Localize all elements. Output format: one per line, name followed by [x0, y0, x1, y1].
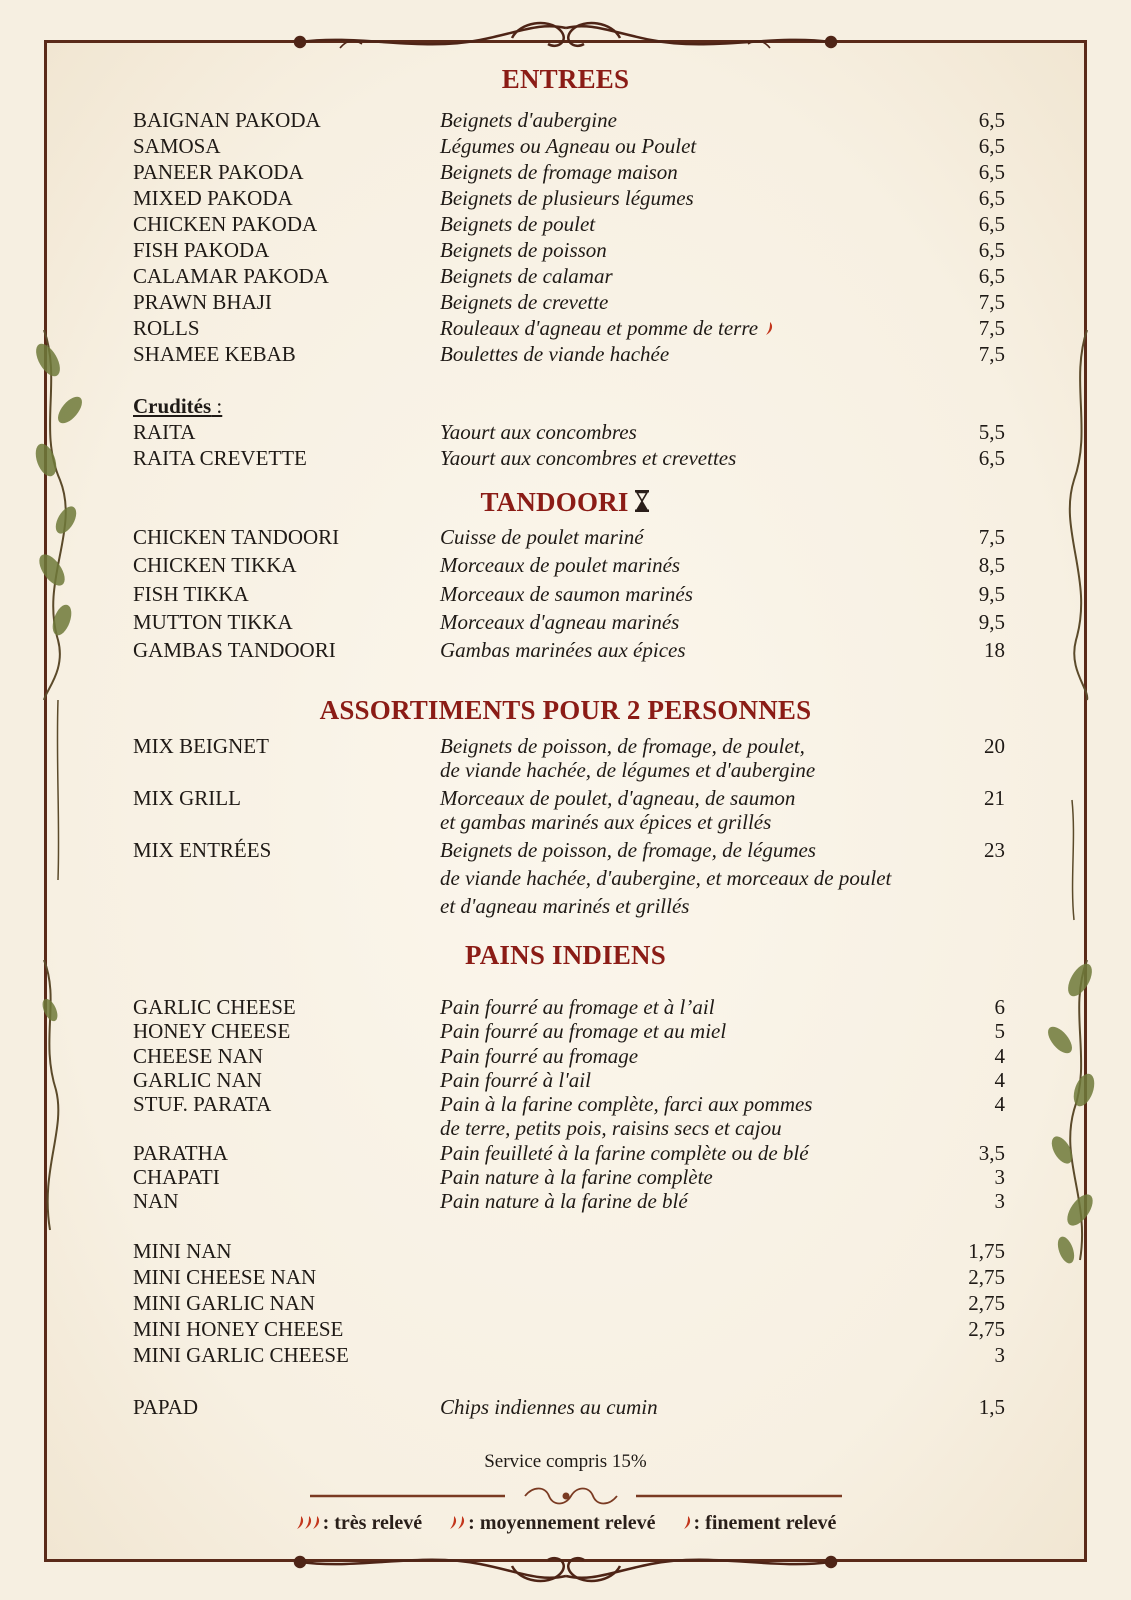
item-name: MIXED PAKODA — [133, 186, 293, 210]
service-note: Service compris 15% — [484, 1451, 647, 1472]
item-price: 2,75 — [968, 1317, 1005, 1341]
menu-item — [0, 1018, 1131, 1044]
spice-legend-item: : finement relevé — [682, 1512, 837, 1534]
item-name: BAIGNAN PAKODA — [133, 108, 321, 132]
item-price: 21 — [984, 786, 1005, 810]
item-price: 7,5 — [978, 316, 1005, 340]
menu-item — [0, 263, 1131, 289]
item-name: PRAWN BHAJI — [133, 290, 272, 314]
item-price: 9,5 — [978, 581, 1005, 606]
item-name: GARLIC NAN — [133, 1068, 262, 1092]
section-title: PAINS INDIENS — [465, 940, 666, 970]
menu-item — [0, 315, 1131, 341]
item-price: 5,5 — [978, 420, 1005, 444]
item-price: 2,75 — [968, 1265, 1005, 1289]
item-price: 6 — [994, 995, 1005, 1019]
menu-item — [0, 1043, 1131, 1069]
menu-item — [0, 1188, 1131, 1214]
item-name: MINI HONEY CHEESE — [133, 1317, 344, 1341]
chili-pepper-icon — [448, 1514, 468, 1530]
item-description: Beignets de plusieurs légumes — [440, 186, 694, 210]
item-name: MIX BEIGNET — [133, 734, 269, 758]
item-description: Beignets de poisson, de fromage, de poulet, — [440, 734, 805, 758]
menu-item — [0, 211, 1131, 237]
menu-item — [0, 159, 1131, 185]
menu-item — [0, 552, 1131, 578]
item-name: FISH TIKKA — [133, 581, 249, 606]
item-price: 6,5 — [978, 212, 1005, 236]
section-title: ASSORTIMENTS POUR 2 PERSONNES — [319, 695, 812, 725]
item-name: HONEY CHEESE — [133, 1019, 291, 1043]
menu-item — [0, 237, 1131, 263]
item-description: Pain nature à la farine de blé — [440, 1189, 688, 1213]
item-price: 6,5 — [978, 264, 1005, 288]
item-price: 7,5 — [978, 525, 1005, 549]
item-price: 6,5 — [978, 446, 1005, 470]
subsection-label: Crudités : — [133, 394, 223, 418]
item-price: 7,5 — [978, 290, 1005, 314]
item-price: 8,5 — [978, 553, 1005, 578]
item-name: MUTTON TIKKA — [133, 609, 293, 634]
item-name: GARLIC CHEESE — [133, 995, 296, 1019]
menu-item — [0, 1264, 1131, 1290]
menu-item — [0, 1140, 1131, 1166]
menu-item — [0, 994, 1131, 1020]
item-description: de viande hachée, de légumes et d'aubergine — [440, 758, 816, 782]
item-description: Pain à la farine complète, farci aux pommes — [440, 1092, 813, 1116]
item-name: PAPAD — [133, 1395, 198, 1419]
item-description: Beignets de poulet — [440, 212, 596, 236]
item-price: 20 — [984, 734, 1005, 758]
menu-item — [0, 133, 1131, 159]
item-name: ROLLS — [133, 316, 200, 340]
item-price: 6,5 — [978, 238, 1005, 262]
item-description: Rouleaux d'agneau et pomme de terre — [440, 315, 776, 341]
item-description: Beignets de poisson, de fromage, de légumes — [440, 838, 816, 862]
item-name: RAITA — [133, 420, 196, 444]
menu-item — [0, 419, 1131, 445]
item-price: 4 — [994, 1068, 1005, 1092]
item-name: SHAMEE KEBAB — [133, 342, 296, 366]
item-description: Morceaux d'agneau marinés — [440, 609, 680, 634]
item-price: 3 — [994, 1343, 1005, 1367]
item-price: 6,5 — [978, 134, 1005, 158]
spice-legend-item: : très relevé — [295, 1512, 423, 1534]
item-name: FISH PAKODA — [133, 238, 270, 262]
item-name: MINI NAN — [133, 1239, 232, 1263]
item-price: 6,5 — [978, 186, 1005, 210]
chili-pepper-icon — [682, 1514, 694, 1530]
menu-item — [0, 1091, 1131, 1140]
menu-item — [0, 609, 1131, 635]
chili-pepper-icon — [764, 320, 776, 336]
menu-item — [0, 1164, 1131, 1190]
item-description: Morceaux de saumon marinés — [440, 581, 693, 606]
item-price: 5 — [994, 1019, 1005, 1043]
item-name: CHICKEN TIKKA — [133, 553, 297, 578]
item-description: Pain fourré au fromage et au miel — [440, 1019, 727, 1043]
menu-item — [0, 1394, 1131, 1420]
item-name: MINI GARLIC NAN — [133, 1291, 315, 1315]
item-name: CHEESE NAN — [133, 1044, 264, 1068]
item-name: MINI GARLIC CHEESE — [133, 1343, 349, 1367]
menu-item — [0, 733, 1131, 782]
menu-item — [0, 837, 1131, 918]
item-description: Chips indiennes au cumin — [440, 1395, 658, 1419]
menu-item — [0, 581, 1131, 607]
item-name: RAITA CREVETTE — [133, 446, 307, 470]
item-description: et d'agneau marinés et grillés — [440, 894, 690, 918]
item-description: Boulettes de viande hachée — [440, 342, 670, 366]
menu-item — [0, 445, 1131, 471]
item-description: Pain feuilleté à la farine complète ou de blé — [440, 1141, 809, 1165]
item-name: CHICKEN TANDOORI — [133, 525, 340, 549]
menu-item — [0, 289, 1131, 315]
item-description: Yaourt aux concombres — [440, 420, 637, 444]
menu-item — [0, 1238, 1131, 1264]
item-price: 23 — [984, 838, 1005, 862]
menu-item — [0, 1342, 1131, 1368]
item-name: NAN — [133, 1189, 179, 1213]
item-price: 2,75 — [968, 1291, 1005, 1315]
item-name: MINI CHEESE NAN — [133, 1265, 317, 1289]
item-price: 6,5 — [978, 108, 1005, 132]
section-title: TANDOORI — [0, 487, 1131, 518]
item-name: PANEER PAKODA — [133, 160, 304, 184]
item-description: et gambas marinés aux épices et grillés — [440, 810, 772, 834]
item-description: Morceaux de poulet, d'agneau, de saumon — [440, 786, 796, 810]
item-description: de terre, petits pois, raisins secs et cajou — [440, 1116, 782, 1140]
item-description: Morceaux de poulet marinés — [440, 553, 681, 578]
item-name: MIX GRILL — [133, 786, 241, 810]
item-name: MIX ENTRÉES — [133, 838, 272, 862]
item-name: GAMBAS TANDOORI — [133, 638, 336, 663]
menu-item — [0, 185, 1131, 211]
item-description: Beignets de calamar — [440, 264, 613, 288]
item-price: 3 — [994, 1165, 1005, 1189]
chili-pepper-icon — [295, 1514, 323, 1530]
item-description: Cuisse de poulet mariné — [440, 525, 644, 549]
menu-item — [0, 1067, 1131, 1093]
menu-item — [0, 107, 1131, 133]
menu-item — [0, 785, 1131, 834]
item-price: 4 — [994, 1044, 1005, 1068]
item-name: SAMOSA — [133, 134, 221, 158]
menu-item — [0, 524, 1131, 550]
item-description: Pain fourré au fromage — [440, 1044, 639, 1068]
item-description: Beignets d'aubergine — [440, 108, 617, 132]
menu-item — [0, 637, 1131, 663]
item-name: CHAPATI — [133, 1165, 220, 1189]
item-price: 4 — [994, 1092, 1005, 1116]
menu-item — [0, 1290, 1131, 1316]
item-price: 18 — [984, 638, 1005, 663]
item-description: Beignets de fromage maison — [440, 160, 678, 184]
spice-legend — [0, 1512, 1131, 1535]
item-price: 7,5 — [978, 342, 1005, 366]
item-name: CHICKEN PAKODA — [133, 212, 318, 236]
item-description: Beignets de poisson — [440, 238, 607, 262]
item-description: Pain fourré au fromage et à l’ail — [440, 995, 715, 1019]
menu-item — [0, 1316, 1131, 1342]
item-price: 1,5 — [978, 1395, 1005, 1419]
item-description: Gambas marinées aux épices — [440, 638, 686, 663]
item-name: STUF. PARATA — [133, 1092, 272, 1116]
item-description: Légumes ou Agneau ou Poulet — [440, 134, 697, 158]
menu-item — [0, 341, 1131, 367]
item-description: de viande hachée, d'aubergine, et morceaux de poulet — [440, 866, 892, 890]
item-description: Pain fourré à l'ail — [440, 1068, 591, 1092]
section-title: ENTREES — [501, 64, 630, 94]
item-price: 6,5 — [978, 160, 1005, 184]
item-price: 1,75 — [968, 1239, 1005, 1263]
item-name: PARATHA — [133, 1141, 228, 1165]
item-price: 3 — [994, 1189, 1005, 1213]
item-description: Beignets de crevette — [440, 290, 609, 314]
hourglass-icon — [633, 489, 651, 513]
spice-legend-item: : moyennement relevé — [448, 1512, 655, 1534]
item-price: 9,5 — [978, 609, 1005, 634]
item-description: Yaourt aux concombres et crevettes — [440, 446, 737, 470]
item-description: Pain nature à la farine complète — [440, 1165, 713, 1189]
item-name: CALAMAR PAKODA — [133, 264, 329, 288]
item-price: 3,5 — [978, 1141, 1005, 1165]
